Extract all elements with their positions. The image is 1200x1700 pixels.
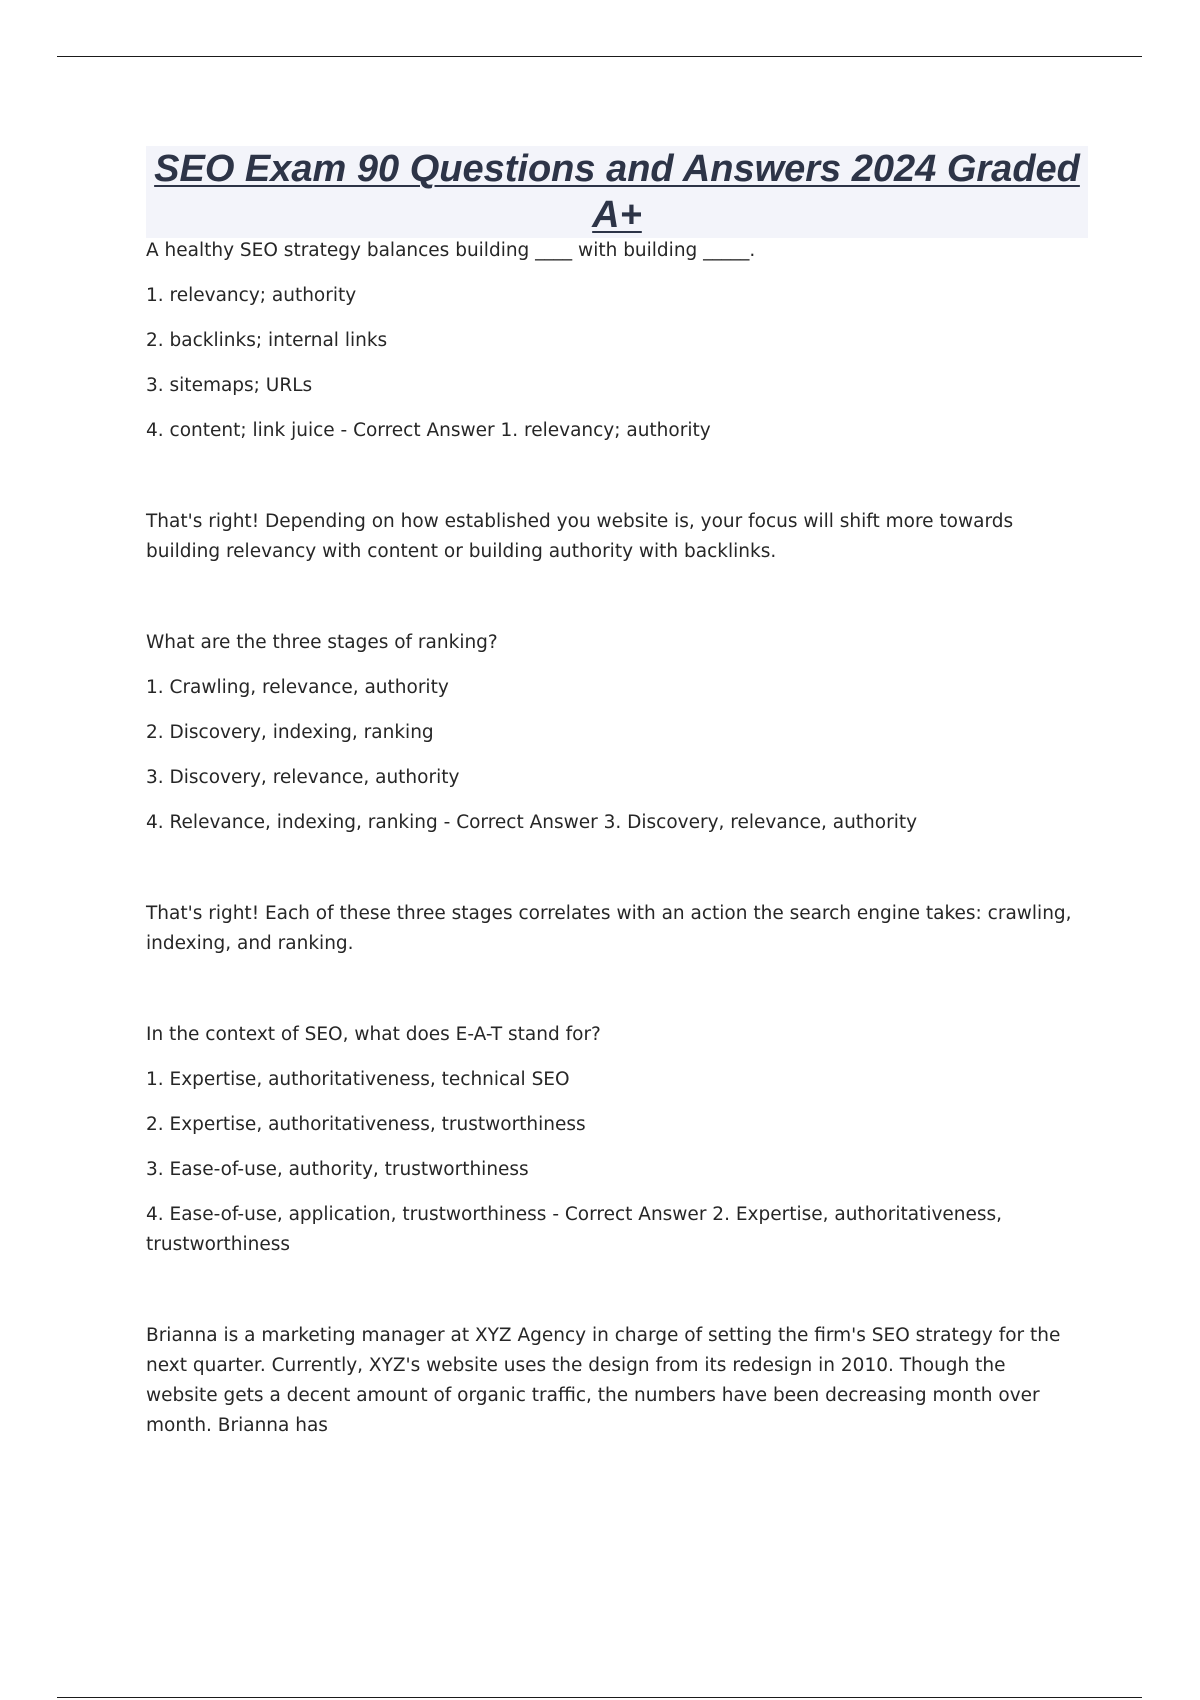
question-3-option-4: 4. Ease-of-use, application, trustworthiness - Correct Answer 2. Expertise, authoritativeness, trustworthiness [146, 1204, 1003, 1255]
question-1-explanation: That's right! Depending on how established you website is, your focus will shift more towards building relevancy with content or building authority with backlinks. [146, 511, 1014, 562]
question-2-option-4: 4. Relevance, indexing, ranking - Correct Answer 3. Discovery, relevance, authority [146, 812, 918, 833]
question-1-prompt: A healthy SEO strategy balances building ____ with building _____. [146, 240, 756, 261]
top-rule [57, 56, 1142, 57]
question-2-explanation: That's right! Each of these three stages correlates with an action the search engine takes: crawling, indexing, and ranking. [146, 903, 1072, 954]
bottom-rule [57, 1697, 1142, 1698]
question-2-option-3: 3. Discovery, relevance, authority [146, 767, 460, 788]
question-1-option-2: 2. backlinks; internal links [146, 330, 388, 351]
question-2-prompt: What are the three stages of ranking? [146, 632, 498, 653]
document-title: SEO Exam 90 Questions and Answers 2024 Graded A+ [154, 148, 1080, 236]
question-2-option-2: 2. Discovery, indexing, ranking [146, 722, 434, 743]
question-2-option-1: 1. Crawling, relevance, authority [146, 677, 449, 698]
document-body [146, 236, 1076, 1441]
question-1-option-4: 4. content; link juice - Correct Answer 1. relevancy; authority [146, 420, 711, 441]
question-3-option-3: 3. Ease-of-use, authority, trustworthiness [146, 1159, 529, 1180]
question-3-prompt: In the context of SEO, what does E-A-T stand for? [146, 1024, 601, 1045]
question-3-option-2: 2. Expertise, authoritativeness, trustworthiness [146, 1114, 586, 1135]
question-1-option-3: 3. sitemaps; URLs [146, 375, 313, 396]
question-1-option-1: 1. relevancy; authority [146, 285, 357, 306]
question-4-scenario-text: Brianna is a marketing manager at XYZ Agency in charge of setting the firm's SEO strategy for the next quarter. Currently, XYZ's website uses the design from its redesign in 2010. Though the website gets a decent amount of organic traffic, the numbers have been decreasing month over month. Brianna has [146, 1325, 1061, 1436]
question-3-option-1: 1. Expertise, authoritativeness, technical SEO [146, 1069, 570, 1090]
